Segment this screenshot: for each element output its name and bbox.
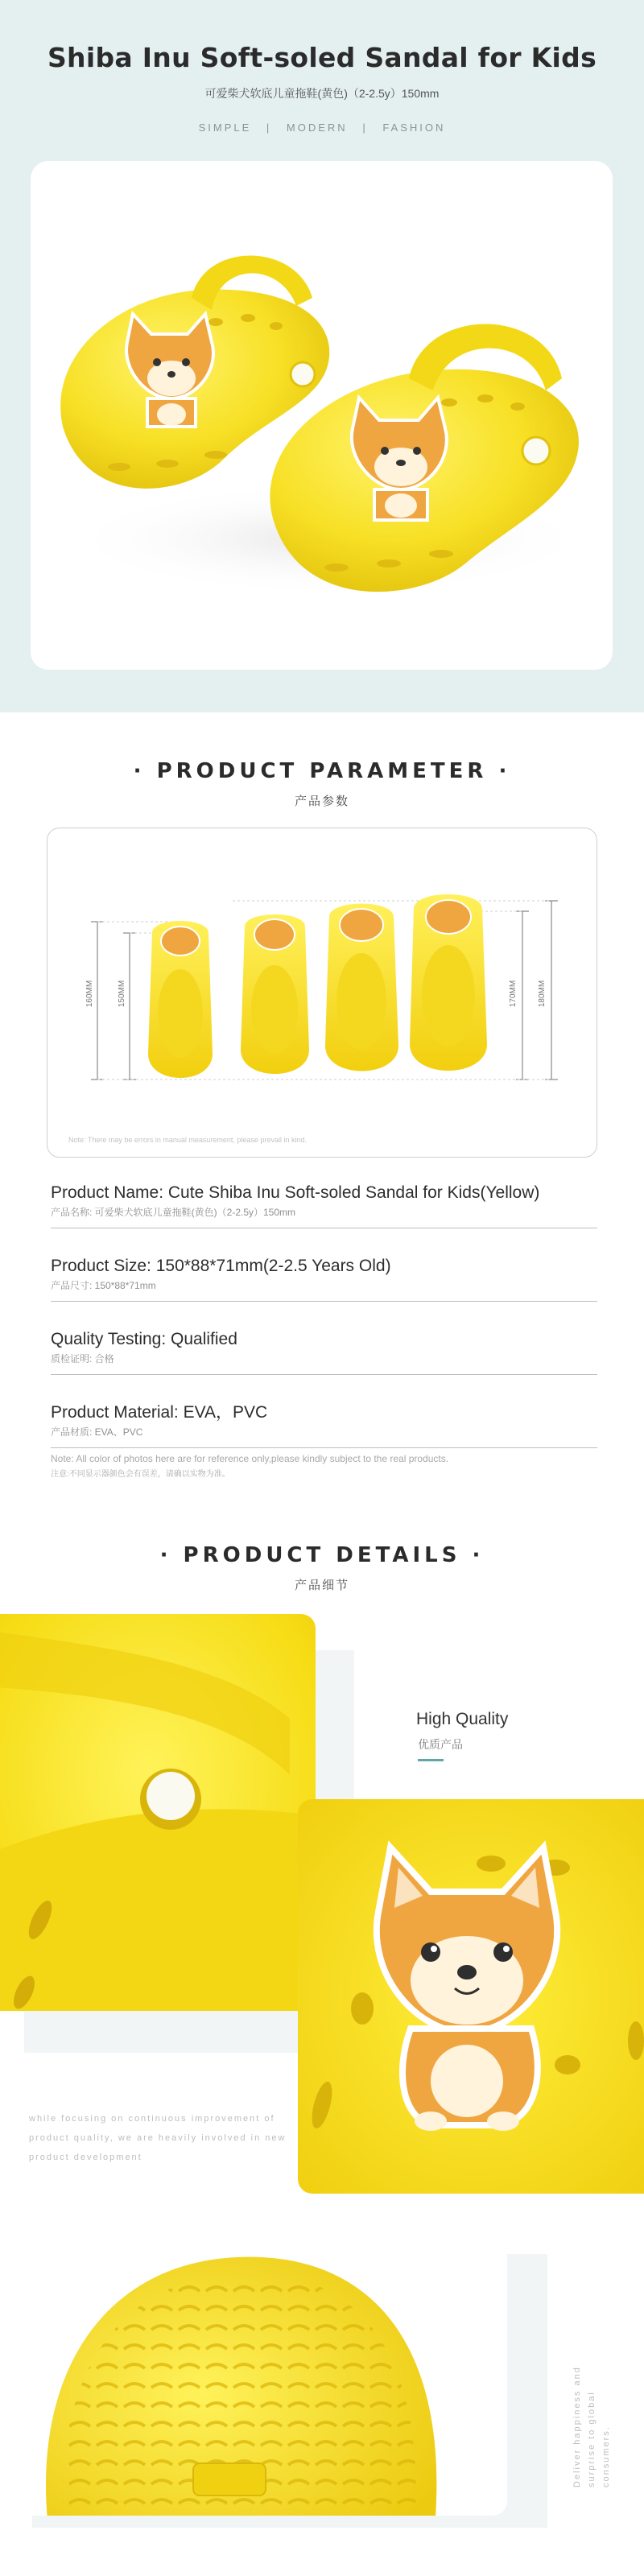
- measurement-note: Note: There may be errors in manual measurement, please prevail in kind.: [68, 1136, 307, 1144]
- details-section-title: · PRODUCT DETAILS ·: [159, 1543, 485, 1567]
- param-row-size: [51, 1255, 597, 1302]
- style-tags: [0, 122, 644, 134]
- tag-fashion: FASHION: [382, 122, 446, 134]
- param-row-material-cn: 产品材质: EVA、PVC: [51, 1426, 143, 1438]
- strap-button-closeup: [0, 1614, 316, 2011]
- sole-tread-closeup: [0, 2222, 507, 2516]
- parameter-section-subtitle: 产品参数: [294, 795, 349, 808]
- sandal-2: [241, 914, 309, 1074]
- param-row-quality: [51, 1328, 597, 1375]
- tag-divider: |: [362, 122, 368, 134]
- page-subtitle: 可爱柴犬软底儿童拖鞋(黄色)（2-2.5y）150mm: [204, 87, 440, 100]
- sandal-3: [325, 904, 398, 1071]
- param-row-quality-cn: 质检证明: 合格: [51, 1353, 114, 1364]
- param-row-name-cn: 产品名称: 可爱柴犬软底儿童拖鞋(黄色)（2-2.5y）150mm: [51, 1207, 296, 1218]
- sandals-pair-illustration: [31, 161, 613, 670]
- param-row-size-cn: 产品尺寸: 150*88*71mm: [51, 1280, 156, 1291]
- measure-label-180: 180MM: [538, 980, 547, 1008]
- dog-charm-closeup: [298, 1799, 644, 2194]
- highlight-title: High Quality: [416, 1710, 509, 1728]
- details-section-subtitle: 产品细节: [294, 1579, 349, 1592]
- detail-photo-dog-charm: [298, 1799, 644, 2194]
- measure-label-170: 170MM: [509, 980, 518, 1008]
- detail-photo-strap-button: [0, 1614, 316, 2011]
- param-row-material: [51, 1402, 597, 1448]
- shiba-dog-charm: [377, 1847, 557, 2131]
- param-row-name-en: Product Name: Cute Shiba Inu Soft-soled Sandal for Kids(Yellow): [51, 1183, 540, 1202]
- tag-divider: |: [266, 122, 272, 134]
- param-row-material-en: Product Material: EVA，PVC: [51, 1403, 268, 1422]
- size-measurement-image: [47, 828, 597, 1158]
- highlight-subtitle: 优质产品: [418, 1738, 463, 1751]
- param-row-quality-en: Quality Testing: Qualified: [51, 1330, 237, 1348]
- page-title: Shiba Inu Soft-soled Sandal for Kids: [47, 42, 597, 73]
- accent-bar: [418, 1759, 444, 1761]
- sandal-1: [148, 921, 213, 1078]
- tag-modern: MODERN: [286, 122, 348, 134]
- hero-section: [0, 0, 644, 712]
- detail-photo-sole: [0, 2222, 507, 2516]
- measure-label-160: 160MM: [85, 980, 95, 1008]
- tag-simple: SIMPLE: [198, 122, 252, 134]
- color-note-cn: 注意:不同显示器颜色会有误差，请确以实物为准。: [51, 1470, 230, 1479]
- hero-product-image: [31, 161, 613, 670]
- param-row-name: [51, 1182, 597, 1228]
- param-row-size-en: Product Size: 150*88*71mm(2-2.5 Years Old): [51, 1257, 391, 1275]
- vertical-slogan: Deliver happiness and surprise to global consumers.: [572, 2366, 611, 2487]
- sandal-4: [410, 894, 487, 1071]
- parameter-section-title: · PRODUCT PARAMETER ·: [133, 759, 511, 783]
- color-note-en: Note: All color of photos here are for reference only,please kindly subject to the real products.: [51, 1453, 449, 1464]
- measure-label-150: 150MM: [118, 980, 127, 1008]
- quality-description: while focusing on continuous improvement of product quality, we are heavily involved in new product development: [29, 2114, 287, 2162]
